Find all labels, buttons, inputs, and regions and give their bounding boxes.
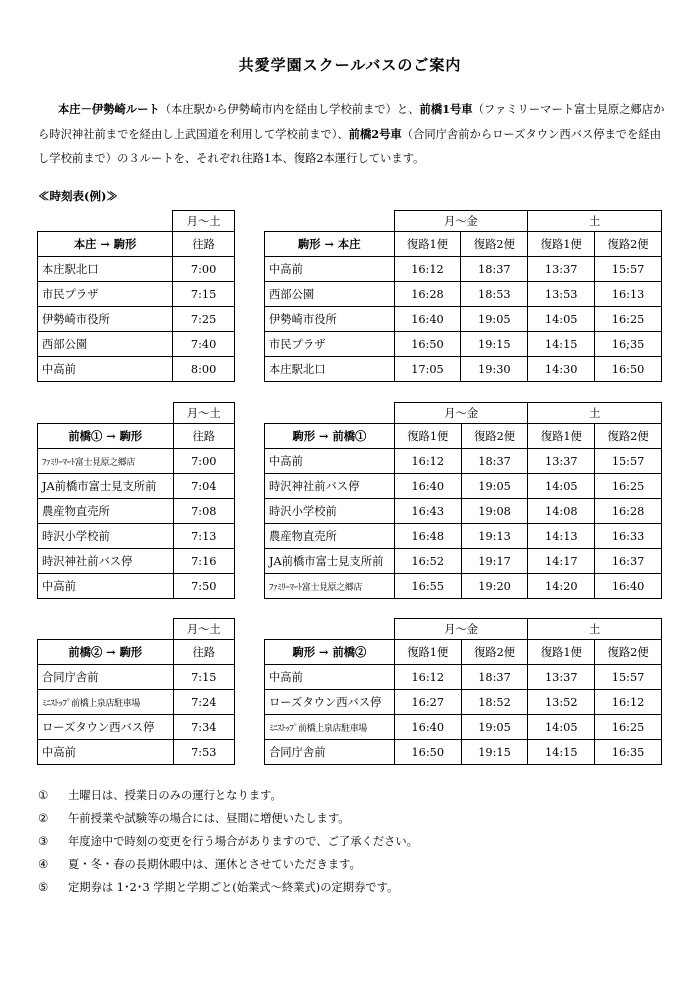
- table-row: [265, 499, 662, 524]
- return-1-header: 復路1便: [394, 232, 461, 257]
- table-row: [38, 574, 235, 599]
- time-cell: 14:05: [528, 715, 595, 740]
- time-cell: 16:52: [394, 549, 461, 574]
- stop-name: JA前橋市富士見支所前: [265, 549, 395, 574]
- time-cell: 16:12: [394, 257, 461, 282]
- stop-name: 本庄駅北口: [265, 357, 395, 382]
- note-item: ① 土曜日は、授業日のみの運行となります。: [38, 789, 282, 802]
- table-row: [265, 715, 662, 740]
- stop-name: 西部公園: [265, 282, 395, 307]
- stop-name: 市民プラザ: [38, 282, 173, 307]
- stop-name: 西部公園: [38, 332, 173, 357]
- time-cell: 16:25: [595, 715, 662, 740]
- time-cell: 16:37: [595, 549, 662, 574]
- stop-name: ﾌｧﾐﾘｰﾏｰﾄ富士見原之郷店: [38, 449, 174, 474]
- stop-name: ローズタウン西バス停: [38, 715, 174, 740]
- intro-paragraph: 本庄－伊勢崎ルート（本庄駅から伊勢崎市内を経由し学校前まで）と、前橋1号車（ファミリーマート富士見原之郷店から時沢神社前までを経由し上武国道を利用して学校前まで）、前橋2号車（合同庁舎前からローズタウン西バス停までを経由し学校前まで）の３ルートを、それぞれ往路1本、復路2本運行しています。: [38, 102, 665, 165]
- stop-name: ﾌｧﾐﾘｰﾏｰﾄ富士見原之郷店: [265, 574, 395, 599]
- departure-time: 7:00: [173, 449, 234, 474]
- weekday-header: 月～金: [394, 403, 528, 424]
- table-row: [38, 715, 235, 740]
- direction-label: 駒形 → 本庄: [265, 232, 395, 257]
- timetable-maebashi1-outbound: [37, 402, 235, 599]
- time-cell: 13:53: [528, 282, 595, 307]
- return-1-header: 復路1便: [394, 424, 461, 449]
- time-cell: 18:37: [461, 257, 528, 282]
- table-row: [265, 740, 662, 765]
- departure-time: 7:16: [173, 549, 234, 574]
- time-cell: 16:12: [394, 665, 461, 690]
- saturday-header: 土: [528, 403, 662, 424]
- time-cell: 16:12: [595, 690, 662, 715]
- route-name-maebashi-1: 前橋1号車: [419, 102, 473, 116]
- time-cell: 19:08: [461, 499, 528, 524]
- stop-name: 合同庁舎前: [38, 665, 174, 690]
- direction-label: 駒形 → 前橋①: [265, 424, 395, 449]
- time-cell: 19:30: [461, 357, 528, 382]
- days-header: 月～土: [173, 403, 234, 424]
- return-2-header: 復路2便: [595, 640, 662, 665]
- time-cell: 14:05: [528, 307, 595, 332]
- departure-time: 8:00: [173, 357, 235, 382]
- time-cell: 13:37: [528, 449, 595, 474]
- table-row: [38, 690, 235, 715]
- time-cell: 16:12: [394, 449, 461, 474]
- table-row: [38, 740, 235, 765]
- return-2-header: 復路2便: [595, 232, 662, 257]
- table-row: [265, 282, 662, 307]
- outbound-header: 往路: [173, 424, 234, 449]
- table-row: [265, 524, 662, 549]
- table-row: [265, 665, 662, 690]
- direction-label: 駒形 → 前橋②: [265, 640, 395, 665]
- table-row: [38, 449, 235, 474]
- time-cell: 13:37: [528, 257, 595, 282]
- departure-time: 7:15: [173, 665, 234, 690]
- stop-name: 中高前: [265, 449, 395, 474]
- return-1-header: 復路1便: [528, 232, 595, 257]
- departure-time: 7:08: [173, 499, 234, 524]
- time-cell: 18:52: [461, 690, 528, 715]
- timetable-honjo-outbound: [37, 210, 235, 382]
- note-item: ⑤ 定期券は 1･2･3 学期と学期ごと(始業式～終業式)の定期券です。: [38, 881, 399, 894]
- saturday-header: 土: [528, 211, 662, 232]
- stop-name: 中高前: [38, 357, 173, 382]
- page-title: 共愛学園スクールバスのご案内: [238, 56, 462, 74]
- departure-time: 7:13: [173, 524, 234, 549]
- departure-time: 7:04: [173, 474, 234, 499]
- stop-name: 時沢神社前バス停: [38, 549, 174, 574]
- time-cell: 16:28: [595, 499, 662, 524]
- stop-name: 農産物直売所: [265, 524, 395, 549]
- weekday-header: 月～金: [394, 619, 528, 640]
- time-cell: 16:28: [394, 282, 461, 307]
- time-cell: 18:37: [461, 665, 528, 690]
- table-row: [38, 282, 235, 307]
- time-cell: 16:13: [595, 282, 662, 307]
- time-cell: 16:40: [394, 474, 461, 499]
- table-row: [38, 332, 235, 357]
- time-cell: 16:25: [595, 307, 662, 332]
- time-cell: 16:50: [394, 332, 461, 357]
- return-1-header: 復路1便: [528, 640, 595, 665]
- table-row: [38, 357, 235, 382]
- time-cell: 16:27: [394, 690, 461, 715]
- time-cell: 16:50: [595, 357, 662, 382]
- table-row: [265, 574, 662, 599]
- time-cell: 16:55: [394, 574, 461, 599]
- stop-name: ﾐﾆｽﾄｯﾌﾟ前橋上泉店駐車場: [38, 690, 174, 715]
- time-cell: 16:40: [394, 307, 461, 332]
- stop-name: 合同庁舎前: [265, 740, 395, 765]
- stop-name: 中高前: [38, 740, 174, 765]
- return-2-header: 復路2便: [461, 232, 528, 257]
- time-cell: 18:53: [461, 282, 528, 307]
- time-cell: 14:13: [528, 524, 595, 549]
- notes-list: [38, 784, 418, 899]
- time-cell: 16:40: [394, 715, 461, 740]
- time-cell: 16:40: [595, 574, 662, 599]
- time-cell: 16:25: [595, 474, 662, 499]
- stop-name: 時沢神社前バス停: [265, 474, 395, 499]
- saturday-header: 土: [528, 619, 662, 640]
- stop-name: 伊勢崎市役所: [265, 307, 395, 332]
- return-1-header: 復路1便: [528, 424, 595, 449]
- return-2-header: 復路2便: [461, 640, 528, 665]
- timetable-label: ≪時刻表(例)≫: [38, 189, 118, 203]
- time-cell: 14:15: [528, 332, 595, 357]
- time-cell: 14:20: [528, 574, 595, 599]
- return-2-header: 復路2便: [461, 424, 528, 449]
- route-name-honjo: 本庄－伊勢崎ルート: [58, 102, 160, 116]
- outbound-header: 往路: [173, 232, 235, 257]
- stop-name: 中高前: [38, 574, 174, 599]
- return-2-header: 復路2便: [595, 424, 662, 449]
- timetable-maebashi2-return: [264, 618, 662, 765]
- stop-name: 伊勢崎市役所: [38, 307, 173, 332]
- table-row: [265, 474, 662, 499]
- time-cell: 16:50: [394, 740, 461, 765]
- departure-time: 7:24: [173, 690, 234, 715]
- stop-name: 本庄駅北口: [38, 257, 173, 282]
- time-cell: 19:05: [461, 715, 528, 740]
- departure-time: 7:00: [173, 257, 235, 282]
- departure-time: 7:15: [173, 282, 235, 307]
- table-row: [265, 449, 662, 474]
- table-row: [265, 307, 662, 332]
- table-row: [265, 257, 662, 282]
- outbound-header: 往路: [173, 640, 234, 665]
- direction-label: 前橋② → 駒形: [38, 640, 174, 665]
- days-header: 月～土: [173, 619, 234, 640]
- table-row: [38, 307, 235, 332]
- stop-name: 時沢小学校前: [38, 524, 174, 549]
- table-row: [265, 690, 662, 715]
- time-cell: 19:15: [461, 332, 528, 357]
- time-cell: 16:33: [595, 524, 662, 549]
- note-item: ③ 年度途中で時刻の変更を行う場合がありますので、ご了承ください。: [38, 835, 418, 848]
- weekday-header: 月～金: [394, 211, 528, 232]
- time-cell: 19:20: [461, 574, 528, 599]
- departure-time: 7:34: [173, 715, 234, 740]
- departure-time: 7:40: [173, 332, 235, 357]
- table-row: [265, 332, 662, 357]
- route-name-maebashi-2: 前橋2号車: [348, 127, 402, 141]
- time-cell: 19:13: [461, 524, 528, 549]
- stop-name: ローズタウン西バス停: [265, 690, 395, 715]
- stop-name: 市民プラザ: [265, 332, 395, 357]
- time-cell: 13:37: [528, 665, 595, 690]
- departure-time: 7:53: [173, 740, 234, 765]
- note-item: ② 午前授業や試験等の場合には、昼間に増便いたします。: [38, 812, 350, 825]
- time-cell: 14:30: [528, 357, 595, 382]
- table-row: [38, 499, 235, 524]
- time-cell: 19:17: [461, 549, 528, 574]
- stop-name: 農産物直売所: [38, 499, 174, 524]
- table-row: [38, 665, 235, 690]
- timetable-maebashi2-outbound: [37, 618, 235, 765]
- departure-time: 7:25: [173, 307, 235, 332]
- table-row: [265, 357, 662, 382]
- time-cell: 17:05: [394, 357, 461, 382]
- time-cell: 19:05: [461, 474, 528, 499]
- direction-label: 本庄 → 駒形: [38, 232, 173, 257]
- table-row: [38, 257, 235, 282]
- time-cell: 19:05: [461, 307, 528, 332]
- direction-label: 前橋① → 駒形: [38, 424, 174, 449]
- time-cell: 15:57: [595, 665, 662, 690]
- stop-name: 時沢小学校前: [265, 499, 395, 524]
- table-row: [38, 549, 235, 574]
- time-cell: 14:08: [528, 499, 595, 524]
- time-cell: 16;35: [595, 332, 662, 357]
- note-item: ④ 夏・冬・春の長期休暇中は、運休とさせていただきます。: [38, 858, 361, 871]
- departure-time: 7:50: [173, 574, 234, 599]
- timetable-honjo-return: [264, 210, 662, 382]
- time-cell: 14:17: [528, 549, 595, 574]
- time-cell: 18:37: [461, 449, 528, 474]
- time-cell: 19:15: [461, 740, 528, 765]
- days-header: 月～土: [173, 211, 235, 232]
- table-row: [38, 474, 235, 499]
- stop-name: 中高前: [265, 665, 395, 690]
- stop-name: 中高前: [265, 257, 395, 282]
- stop-name: ﾐﾆｽﾄｯﾌﾟ前橋上泉店駐車場: [265, 715, 395, 740]
- time-cell: 16:43: [394, 499, 461, 524]
- time-cell: 15:57: [595, 449, 662, 474]
- timetable-maebashi1-return: [264, 402, 662, 599]
- return-1-header: 復路1便: [394, 640, 461, 665]
- time-cell: 16:48: [394, 524, 461, 549]
- time-cell: 15:57: [595, 257, 662, 282]
- time-cell: 14:15: [528, 740, 595, 765]
- time-cell: 13:52: [528, 690, 595, 715]
- time-cell: 16:35: [595, 740, 662, 765]
- stop-name: JA前橋市富士見支所前: [38, 474, 174, 499]
- time-cell: 14:05: [528, 474, 595, 499]
- table-row: [38, 524, 235, 549]
- table-row: [265, 549, 662, 574]
